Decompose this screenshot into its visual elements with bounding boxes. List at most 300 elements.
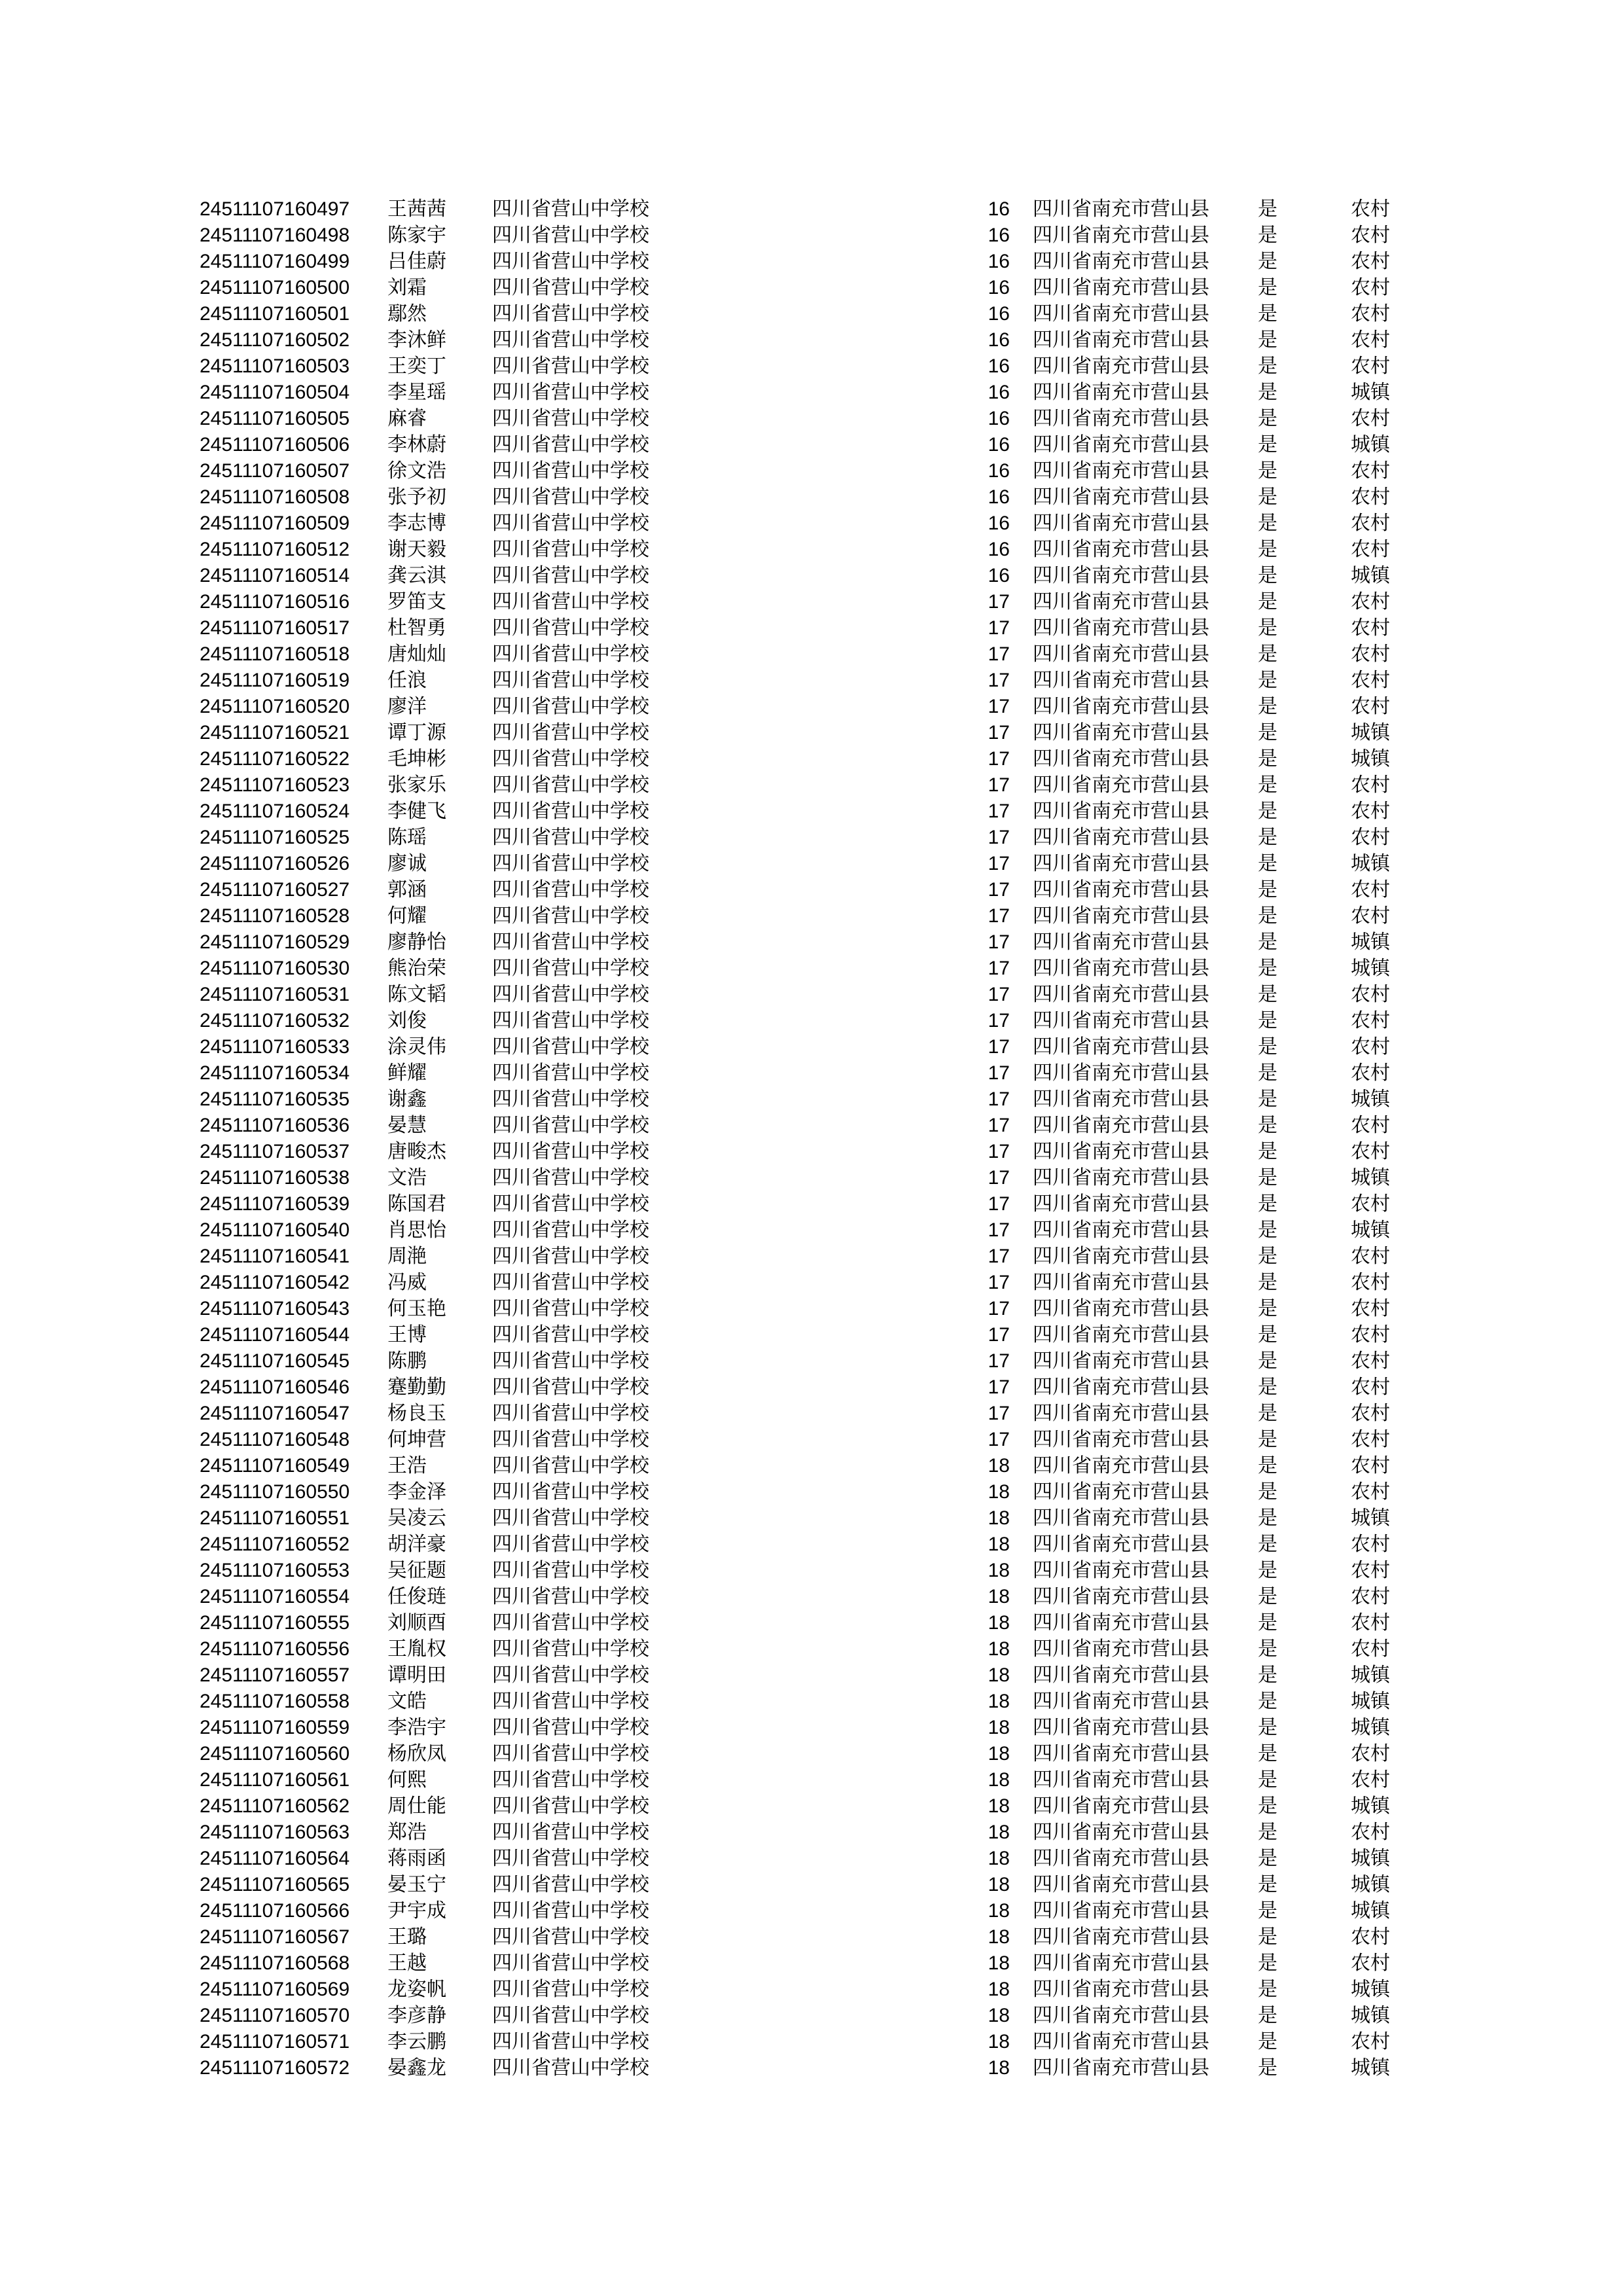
school-name: 四川省营山中学校 (492, 983, 649, 1006)
home-address: 四川省南充市营山县 (1033, 957, 1209, 980)
student-name: 蒋雨函 (387, 1847, 446, 1870)
eligibility-flag: 是 (1258, 381, 1277, 404)
home-address: 四川省南充市营山县 (1033, 1899, 1209, 1922)
student-age: 16 (988, 486, 1010, 508)
table-row (0, 1374, 1623, 1401)
household-type: 农村 (1351, 983, 1390, 1006)
home-address: 四川省南充市营山县 (1033, 1742, 1209, 1765)
table-row (0, 1558, 1623, 1584)
student-name: 杜智勇 (387, 617, 446, 639)
student-age: 18 (988, 1586, 1010, 1607)
student-name: 吕佳蔚 (387, 250, 446, 273)
household-type: 农村 (1351, 1480, 1390, 1503)
home-address: 四川省南充市营山县 (1033, 302, 1209, 325)
table-row (0, 1270, 1623, 1296)
table-row (0, 772, 1623, 798)
student-id: 24511107160509 (200, 512, 350, 534)
student-id: 24511107160534 (200, 1062, 350, 1084)
student-age: 16 (988, 408, 1010, 429)
eligibility-flag: 是 (1258, 852, 1277, 875)
school-name: 四川省营山中学校 (492, 1323, 649, 1346)
table-row (0, 1505, 1623, 1532)
household-type: 农村 (1351, 1114, 1390, 1137)
student-name: 王浩 (387, 1454, 427, 1477)
household-type: 城镇 (1351, 1088, 1390, 1111)
school-name: 四川省营山中学校 (492, 2030, 649, 2053)
household-type: 农村 (1351, 1611, 1390, 1634)
school-name: 四川省营山中学校 (492, 355, 649, 378)
home-address: 四川省南充市营山县 (1033, 878, 1209, 901)
table-row (0, 196, 1623, 223)
household-type: 城镇 (1351, 1847, 1390, 1870)
student-age: 17 (988, 905, 1010, 927)
student-age: 17 (988, 643, 1010, 665)
student-age: 17 (988, 1062, 1010, 1084)
household-type: 农村 (1351, 800, 1390, 823)
household-type: 农村 (1351, 1323, 1390, 1346)
school-name: 四川省营山中学校 (492, 1716, 649, 1739)
home-address: 四川省南充市营山县 (1033, 538, 1209, 561)
table-row (0, 641, 1623, 668)
eligibility-flag: 是 (1258, 1140, 1277, 1163)
student-name: 胡洋豪 (387, 1533, 446, 1556)
household-type: 农村 (1351, 1638, 1390, 1660)
table-row (0, 1348, 1623, 1374)
student-name: 谢天毅 (387, 538, 446, 561)
table-row (0, 1060, 1623, 1086)
student-id: 24511107160565 (200, 1874, 350, 1895)
eligibility-flag: 是 (1258, 800, 1277, 823)
eligibility-flag: 是 (1258, 224, 1277, 247)
school-name: 四川省营山中学校 (492, 1166, 649, 1189)
school-name: 四川省营山中学校 (492, 669, 649, 692)
student-id: 24511107160519 (200, 670, 350, 691)
eligibility-flag: 是 (1258, 1009, 1277, 1032)
school-name: 四川省营山中学校 (492, 1193, 649, 1215)
eligibility-flag: 是 (1258, 1062, 1277, 1085)
student-id: 24511107160569 (200, 1979, 350, 2000)
table-row (0, 1086, 1623, 1113)
home-address: 四川省南充市营山县 (1033, 198, 1209, 221)
student-name: 何玉艳 (387, 1297, 446, 1320)
student-age: 17 (988, 1167, 1010, 1189)
school-name: 四川省营山中学校 (492, 1140, 649, 1163)
student-age: 17 (988, 1429, 1010, 1450)
eligibility-flag: 是 (1258, 433, 1277, 456)
eligibility-flag: 是 (1258, 983, 1277, 1006)
eligibility-flag: 是 (1258, 1952, 1277, 1975)
student-age: 16 (988, 512, 1010, 534)
student-id: 24511107160514 (200, 565, 350, 586)
home-address: 四川省南充市营山县 (1033, 1219, 1209, 1242)
table-row (0, 1610, 1623, 1636)
student-name: 陈文韬 (387, 983, 446, 1006)
household-type: 农村 (1351, 826, 1390, 849)
student-id: 24511107160540 (200, 1219, 350, 1241)
school-name: 四川省营山中学校 (492, 302, 649, 325)
student-id: 24511107160533 (200, 1036, 350, 1058)
eligibility-flag: 是 (1258, 2056, 1277, 2079)
student-id: 24511107160506 (200, 434, 350, 456)
table-row (0, 249, 1623, 275)
student-name: 熊治荣 (387, 957, 446, 980)
home-address: 四川省南充市营山县 (1033, 669, 1209, 692)
table-row (0, 1950, 1623, 1977)
table-row (0, 1139, 1623, 1165)
student-name: 罗笛支 (387, 590, 446, 613)
home-address: 四川省南充市营山县 (1033, 433, 1209, 456)
student-age: 16 (988, 329, 1010, 351)
home-address: 四川省南充市营山县 (1033, 1690, 1209, 1713)
student-age: 16 (988, 303, 1010, 325)
eligibility-flag: 是 (1258, 2004, 1277, 2027)
home-address: 四川省南充市营山县 (1033, 1271, 1209, 1294)
student-name: 李志博 (387, 512, 446, 535)
school-name: 四川省营山中学校 (492, 1821, 649, 1844)
student-age: 17 (988, 1246, 1010, 1267)
household-type: 农村 (1351, 198, 1390, 221)
school-name: 四川省营山中学校 (492, 459, 649, 482)
table-row (0, 746, 1623, 772)
table-row (0, 1034, 1623, 1060)
school-name: 四川省营山中学校 (492, 1952, 649, 1975)
student-id: 24511107160537 (200, 1141, 350, 1162)
eligibility-flag: 是 (1258, 1166, 1277, 1189)
student-name: 晏慧 (387, 1114, 427, 1137)
student-age: 16 (988, 382, 1010, 403)
student-name: 郭涵 (387, 878, 427, 901)
student-id: 24511107160549 (200, 1455, 350, 1477)
table-row (0, 223, 1623, 249)
table-row (0, 615, 1623, 641)
student-id: 24511107160544 (200, 1324, 350, 1346)
student-name: 刘俊 (387, 1009, 427, 1032)
student-name: 龙姿帆 (387, 1978, 446, 2001)
home-address: 四川省南充市营山县 (1033, 1297, 1209, 1320)
table-row (0, 956, 1623, 982)
household-type: 城镇 (1351, 957, 1390, 980)
home-address: 四川省南充市营山县 (1033, 407, 1209, 430)
table-row (0, 353, 1623, 380)
table-row (0, 1584, 1623, 1610)
student-id: 24511107160505 (200, 408, 350, 429)
household-type: 城镇 (1351, 852, 1390, 875)
table-row (0, 851, 1623, 877)
household-type: 农村 (1351, 407, 1390, 430)
school-name: 四川省营山中学校 (492, 1507, 649, 1530)
household-type: 城镇 (1351, 1219, 1390, 1242)
eligibility-flag: 是 (1258, 538, 1277, 561)
student-id: 24511107160559 (200, 1717, 350, 1738)
student-id: 24511107160560 (200, 1743, 350, 1765)
student-name: 李沐鲜 (387, 329, 446, 351)
home-address: 四川省南充市营山县 (1033, 905, 1209, 927)
household-type: 农村 (1351, 1376, 1390, 1399)
student-name: 周滟 (387, 1245, 427, 1268)
eligibility-flag: 是 (1258, 1428, 1277, 1451)
school-name: 四川省营山中学校 (492, 643, 649, 666)
eligibility-flag: 是 (1258, 1088, 1277, 1111)
table-row (0, 563, 1623, 589)
eligibility-flag: 是 (1258, 1271, 1277, 1294)
home-address: 四川省南充市营山县 (1033, 1873, 1209, 1896)
student-id: 24511107160545 (200, 1350, 350, 1372)
student-age: 17 (988, 1324, 1010, 1346)
student-name: 肖思怡 (387, 1219, 446, 1242)
student-age: 18 (988, 1638, 1010, 1660)
student-name: 谭明田 (387, 1664, 446, 1687)
student-age: 18 (988, 1717, 1010, 1738)
table-row (0, 1008, 1623, 1034)
school-name: 四川省营山中学校 (492, 1350, 649, 1372)
student-age: 17 (988, 984, 1010, 1005)
eligibility-flag: 是 (1258, 1664, 1277, 1687)
eligibility-flag: 是 (1258, 250, 1277, 273)
home-address: 四川省南充市营山县 (1033, 617, 1209, 639)
student-id: 24511107160548 (200, 1429, 350, 1450)
table-row (0, 2003, 1623, 2029)
student-age: 16 (988, 277, 1010, 298)
table-row (0, 1977, 1623, 2003)
eligibility-flag: 是 (1258, 1323, 1277, 1346)
student-age: 17 (988, 1403, 1010, 1424)
eligibility-flag: 是 (1258, 486, 1277, 509)
student-id: 24511107160535 (200, 1088, 350, 1110)
home-address: 四川省南充市营山县 (1033, 381, 1209, 404)
school-name: 四川省营山中学校 (492, 276, 649, 299)
home-address: 四川省南充市营山县 (1033, 747, 1209, 770)
student-name: 谢鑫 (387, 1088, 427, 1111)
home-address: 四川省南充市营山县 (1033, 224, 1209, 247)
student-age: 17 (988, 1141, 1010, 1162)
student-id: 24511107160541 (200, 1246, 350, 1267)
school-name: 四川省营山中学校 (492, 381, 649, 404)
home-address: 四川省南充市营山县 (1033, 459, 1209, 482)
eligibility-flag: 是 (1258, 747, 1277, 770)
table-row (0, 1636, 1623, 1662)
eligibility-flag: 是 (1258, 1245, 1277, 1268)
eligibility-flag: 是 (1258, 1480, 1277, 1503)
student-id: 24511107160516 (200, 591, 350, 613)
student-name: 冯威 (387, 1271, 427, 1294)
home-address: 四川省南充市营山县 (1033, 1245, 1209, 1268)
student-id: 24511107160546 (200, 1376, 350, 1398)
household-type: 农村 (1351, 329, 1390, 351)
household-type: 农村 (1351, 1193, 1390, 1215)
table-row (0, 275, 1623, 301)
student-name: 杨良玉 (387, 1402, 446, 1425)
home-address: 四川省南充市营山县 (1033, 1611, 1209, 1634)
household-type: 农村 (1351, 1297, 1390, 1320)
student-id: 24511107160502 (200, 329, 350, 351)
student-id: 24511107160525 (200, 827, 350, 848)
home-address: 四川省南充市营山县 (1033, 276, 1209, 299)
student-name: 文浩 (387, 1166, 427, 1189)
school-name: 四川省营山中学校 (492, 695, 649, 718)
school-name: 四川省营山中学校 (492, 407, 649, 430)
household-type: 农村 (1351, 669, 1390, 692)
home-address: 四川省南充市营山县 (1033, 1768, 1209, 1791)
student-age: 18 (988, 1507, 1010, 1529)
household-type: 城镇 (1351, 747, 1390, 770)
table-row (0, 1741, 1623, 1767)
household-type: 农村 (1351, 355, 1390, 378)
student-id: 24511107160497 (200, 198, 350, 220)
school-name: 四川省营山中学校 (492, 1376, 649, 1399)
household-type: 农村 (1351, 459, 1390, 482)
household-type: 农村 (1351, 1402, 1390, 1425)
table-row (0, 1453, 1623, 1479)
household-type: 农村 (1351, 302, 1390, 325)
student-id: 24511107160532 (200, 1010, 350, 1031)
household-type: 农村 (1351, 1768, 1390, 1791)
school-name: 四川省营山中学校 (492, 852, 649, 875)
home-address: 四川省南充市营山县 (1033, 643, 1209, 666)
student-name: 龚云淇 (387, 564, 446, 587)
household-type: 城镇 (1351, 1166, 1390, 1189)
school-name: 四川省营山中学校 (492, 1873, 649, 1896)
student-age: 18 (988, 1560, 1010, 1581)
table-row (0, 1898, 1623, 1924)
student-name: 李浩宇 (387, 1716, 446, 1739)
student-id: 24511107160557 (200, 1664, 350, 1686)
school-name: 四川省营山中学校 (492, 1978, 649, 2001)
student-id: 24511107160528 (200, 905, 350, 927)
student-age: 18 (988, 1455, 1010, 1477)
student-age: 17 (988, 617, 1010, 639)
school-name: 四川省营山中学校 (492, 1009, 649, 1032)
student-age: 17 (988, 853, 1010, 874)
home-address: 四川省南充市营山县 (1033, 1350, 1209, 1372)
household-type: 农村 (1351, 538, 1390, 561)
table-row (0, 694, 1623, 720)
household-type: 农村 (1351, 774, 1390, 797)
home-address: 四川省南充市营山县 (1033, 1638, 1209, 1660)
student-name: 李云鹏 (387, 2030, 446, 2053)
eligibility-flag: 是 (1258, 695, 1277, 718)
table-row (0, 1532, 1623, 1558)
home-address: 四川省南充市营山县 (1033, 1795, 1209, 1818)
table-row (0, 1662, 1623, 1689)
student-id: 24511107160536 (200, 1115, 350, 1136)
household-type: 农村 (1351, 1533, 1390, 1556)
school-name: 四川省营山中学校 (492, 1742, 649, 1765)
eligibility-flag: 是 (1258, 329, 1277, 351)
eligibility-flag: 是 (1258, 459, 1277, 482)
student-id: 24511107160504 (200, 382, 350, 403)
household-type: 农村 (1351, 1271, 1390, 1294)
table-row (0, 982, 1623, 1008)
student-age: 17 (988, 670, 1010, 691)
home-address: 四川省南充市营山县 (1033, 1062, 1209, 1085)
eligibility-flag: 是 (1258, 355, 1277, 378)
school-name: 四川省营山中学校 (492, 878, 649, 901)
student-age: 17 (988, 827, 1010, 848)
home-address: 四川省南充市营山县 (1033, 931, 1209, 954)
school-name: 四川省营山中学校 (492, 1795, 649, 1818)
school-name: 四川省营山中学校 (492, 1088, 649, 1111)
school-name: 四川省营山中学校 (492, 1245, 649, 1268)
student-name: 王奕丁 (387, 355, 446, 378)
student-name: 鄢然 (387, 302, 427, 325)
student-age: 17 (988, 1298, 1010, 1319)
school-name: 四川省营山中学校 (492, 1271, 649, 1294)
school-name: 四川省营山中学校 (492, 512, 649, 535)
home-address: 四川省南充市营山县 (1033, 329, 1209, 351)
student-age: 18 (988, 1926, 1010, 1948)
student-id: 24511107160542 (200, 1272, 350, 1293)
school-name: 四川省营山中学校 (492, 1219, 649, 1242)
student-age: 17 (988, 748, 1010, 770)
student-id: 24511107160501 (200, 303, 350, 325)
student-name: 蹇勤勤 (387, 1376, 446, 1399)
household-type: 城镇 (1351, 931, 1390, 954)
eligibility-flag: 是 (1258, 1768, 1277, 1791)
household-type: 城镇 (1351, 1795, 1390, 1818)
student-name: 唐畯杰 (387, 1140, 446, 1163)
eligibility-flag: 是 (1258, 564, 1277, 587)
table-row (0, 1689, 1623, 1715)
school-name: 四川省营山中学校 (492, 1402, 649, 1425)
eligibility-flag: 是 (1258, 1978, 1277, 2001)
household-type: 农村 (1351, 486, 1390, 509)
student-name: 李健飞 (387, 800, 446, 823)
student-age: 18 (988, 1534, 1010, 1555)
school-name: 四川省营山中学校 (492, 1768, 649, 1791)
school-name: 四川省营山中学校 (492, 905, 649, 927)
home-address: 四川省南充市营山县 (1033, 1480, 1209, 1503)
student-id: 24511107160507 (200, 460, 350, 482)
eligibility-flag: 是 (1258, 1742, 1277, 1765)
household-type: 城镇 (1351, 1978, 1390, 2001)
student-id: 24511107160529 (200, 931, 350, 953)
student-name: 尹宇成 (387, 1899, 446, 1922)
student-age: 16 (988, 198, 1010, 220)
student-name: 毛坤彬 (387, 747, 446, 770)
student-id: 24511107160561 (200, 1769, 350, 1791)
student-name: 杨欣凤 (387, 1742, 446, 1765)
household-type: 农村 (1351, 1009, 1390, 1032)
household-type: 农村 (1351, 643, 1390, 666)
student-name: 徐文浩 (387, 459, 446, 482)
eligibility-flag: 是 (1258, 1821, 1277, 1844)
school-name: 四川省营山中学校 (492, 1585, 649, 1608)
school-name: 四川省营山中学校 (492, 1926, 649, 1948)
student-age: 17 (988, 1036, 1010, 1058)
eligibility-flag: 是 (1258, 1690, 1277, 1713)
eligibility-flag: 是 (1258, 643, 1277, 666)
eligibility-flag: 是 (1258, 1559, 1277, 1582)
eligibility-flag: 是 (1258, 1507, 1277, 1530)
student-age: 18 (988, 1979, 1010, 2000)
student-id: 24511107160568 (200, 1952, 350, 1974)
home-address: 四川省南充市营山县 (1033, 512, 1209, 535)
table-row (0, 825, 1623, 851)
home-address: 四川省南充市营山县 (1033, 1926, 1209, 1948)
student-age: 18 (988, 2057, 1010, 2079)
student-name: 晏玉宁 (387, 1873, 446, 1896)
student-name: 张予初 (387, 486, 446, 509)
table-row (0, 1767, 1623, 1793)
home-address: 四川省南充市营山县 (1033, 1166, 1209, 1189)
home-address: 四川省南充市营山县 (1033, 1323, 1209, 1346)
student-age: 17 (988, 1272, 1010, 1293)
student-name: 廖洋 (387, 695, 427, 718)
student-name: 廖诚 (387, 852, 427, 875)
household-type: 城镇 (1351, 433, 1390, 456)
household-type: 城镇 (1351, 564, 1390, 587)
eligibility-flag: 是 (1258, 669, 1277, 692)
